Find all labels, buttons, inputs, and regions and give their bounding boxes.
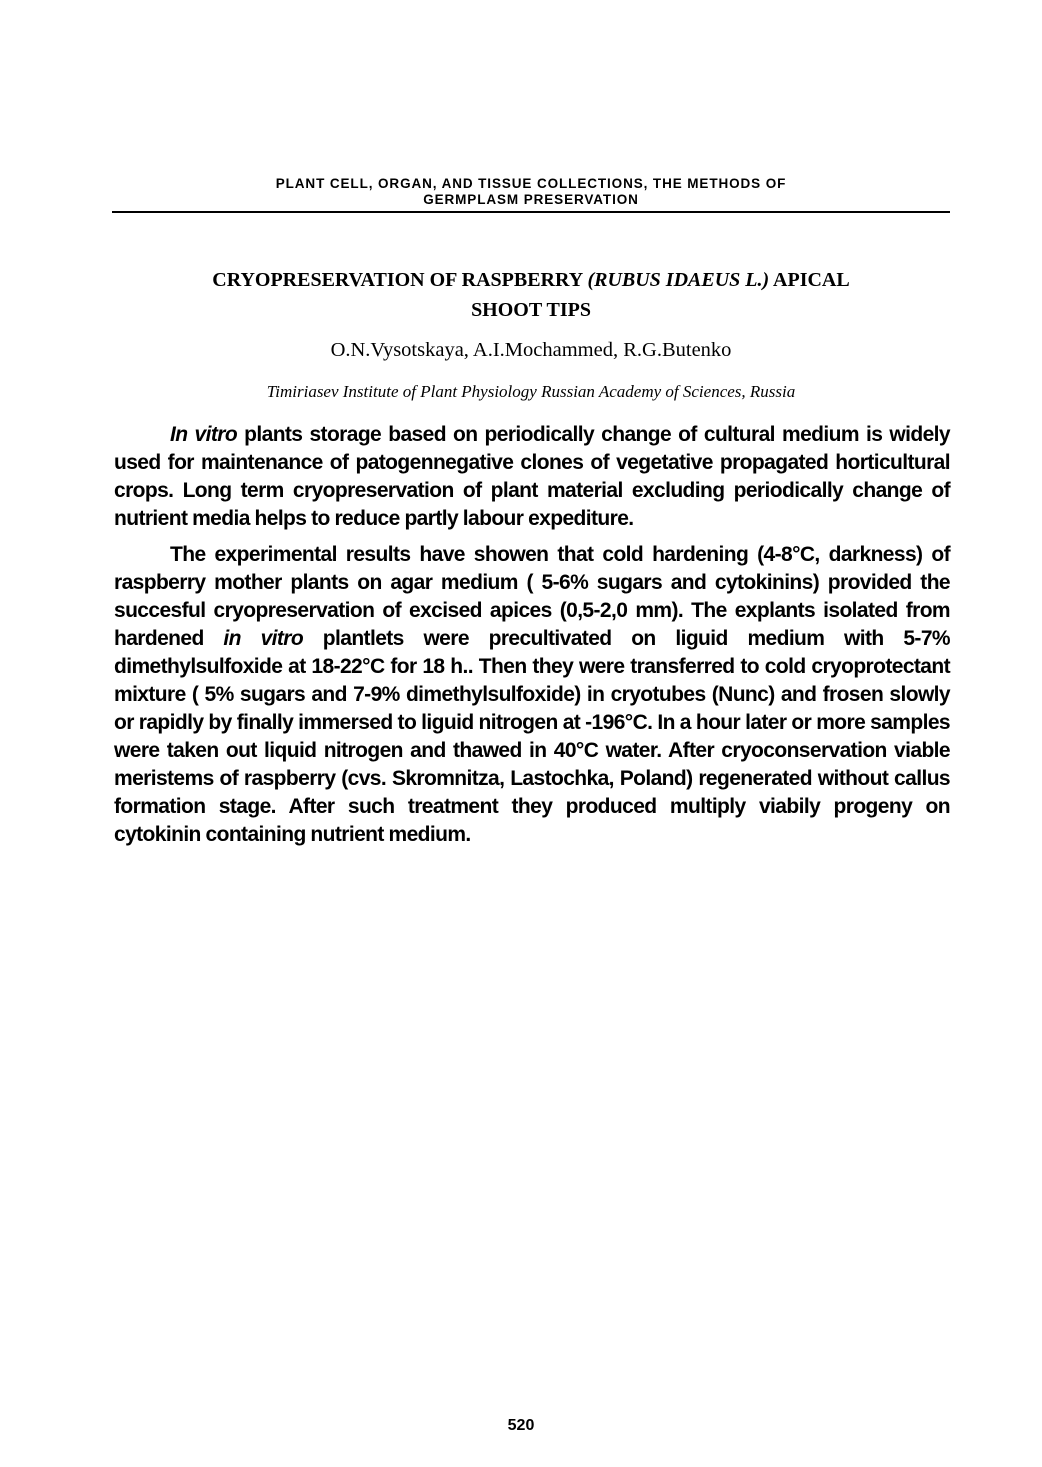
title-part-2: APICAL	[769, 269, 850, 291]
paragraph-1-text: plants storage based on periodically change of cultural medium is widely used for maintenance of patogennegative clones of vegetative propagated horticultural crops. Long term cryopreservation of plant material excluding periodically change of nutrient media helps to reduce partly labour expediture.	[114, 423, 950, 530]
running-header-line-1: PLANT CELL, ORGAN, AND TISSUE COLLECTIONS, THE METHODS OF	[275, 176, 787, 191]
paragraph-1-lead: In vitro	[170, 423, 238, 446]
abstract-body	[114, 421, 950, 857]
title-part-1: CRYOPRESERVATION OF RASPBERRY	[212, 269, 588, 291]
title-line-1	[112, 265, 950, 295]
title-line-2: SHOOT TIPS	[471, 299, 591, 321]
running-header	[112, 176, 950, 208]
paragraph-2	[114, 541, 950, 849]
paragraph-2-text-2: plantlets were precultivated on liguid medium with 5-7% dimethylsulfoxide at 18-22°C for 18 h.. Then they were transferred to cold cryoprotectant mixture ( 5% sugars and 7-9% dimethylsulfoxide) in cryotubes (Nunc) and frosen slowly or rapidly by finally immersed to liguid nitrogen at -196°C. In a hour later or more samples were taken out liquid nitrogen and thawed in 40°C water. After cryoconservation viable meristems of raspberry (cvs. Skromnitza, Lastochka, Poland) regenerated without callus formation stage. After such treatment they produced multiply viabily progeny on cytokinin containing nutrient medium.	[114, 627, 950, 846]
affiliation: Timiriasev Institute of Plant Physiology Russian Academy of Sciences, Russia	[266, 382, 796, 401]
article-title	[112, 265, 950, 325]
title-species: (RUBUS IDAEUS L.)	[587, 269, 770, 291]
paragraph-1	[114, 421, 950, 533]
header-rule	[112, 211, 950, 213]
authors: O.N.Vysotskaya, A.I.Mochammed, R.G.Butenko	[330, 339, 732, 361]
running-header-line-2: GERMPLASM PRESERVATION	[423, 192, 639, 207]
paragraph-2-italic: in vitro	[223, 627, 304, 650]
paragraph-2-text-1: The experimental results have showen that cold hardening (4-8°C, darkness) of raspberry mother plants on agar medium ( 5-6% sugars and cytokinins) provided the succesful cryopreservation of excised apices (0,5-2,0 mm). The explants isolated from hardened	[114, 543, 950, 650]
page-number: 520	[507, 1417, 535, 1434]
